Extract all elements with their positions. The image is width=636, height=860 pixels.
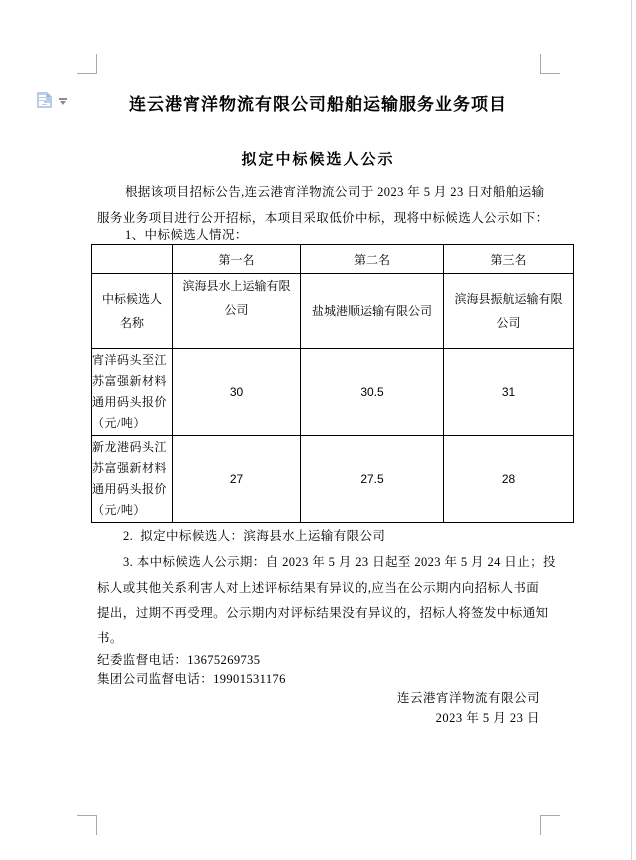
intro-line-2: 服务业务项目进行公开招标，本项目采取低价中标，现将中标候选人公示如下：: [97, 211, 549, 225]
discipline-phone: 纪委监督电话：13675269735: [97, 653, 261, 667]
price-cell: 27: [173, 436, 301, 523]
candidate-3-name: 滨海县振航运输有限 公司: [444, 274, 574, 349]
table-row-price-xinlonggang: [92, 436, 574, 523]
list-item-1: 1、中标候选人情况：: [125, 228, 248, 242]
group-phone: 集团公司监督电话：19901531176: [97, 672, 286, 686]
margin-crop-mark-top-right: [540, 54, 560, 74]
notice-line-1: 3. 本中标候选人公示期：自 2023 年 5 月 23 日起至 2023 年 5 月 24 日止；投: [123, 555, 556, 569]
table-row-price-xiaoyang: [92, 349, 574, 436]
signature-date: 2023 年 5 月 23 日: [435, 711, 540, 725]
document-title: 连云港宵洋物流有限公司船舶运输服务业务项目: [129, 95, 507, 114]
row-label-candidate-name: 中标候选人 名称: [92, 274, 173, 349]
margin-crop-mark-bottom-right: [540, 815, 560, 835]
price-cell: 28: [444, 436, 574, 523]
header-cell-first: 第一名: [173, 245, 301, 274]
table-header-row: [92, 245, 574, 274]
row-label-xiaoyang-price: 宵洋码头至江 苏富强新材料 通用码头报价 （元/吨）: [92, 349, 173, 436]
price-cell: 30.5: [301, 349, 444, 436]
header-cell-second: 第二名: [301, 245, 444, 274]
page-right-edge: [631, 0, 632, 860]
margin-crop-mark-bottom-left: [77, 815, 97, 835]
candidates-table: [91, 244, 574, 523]
header-cell-third: 第三名: [444, 245, 574, 274]
notice-line-4: 书。: [97, 631, 123, 645]
table-row-candidate-names: [92, 274, 574, 349]
price-cell: 27.5: [301, 436, 444, 523]
candidate-2-name: 盐城港顺运输有限公司: [301, 274, 444, 349]
row-label-xinlonggang-price: 新龙港码头江 苏富强新材料 通用码头报价 （元/吨）: [92, 436, 173, 523]
price-cell: 31: [444, 349, 574, 436]
header-cell-blank: [92, 245, 173, 274]
list-item-2: 2. 拟定中标候选人：滨海县水上运输有限公司: [123, 529, 386, 543]
notice-line-2: 标人或其他关系利害人对上述评标结果有异议的,应当在公示期内向招标人书面: [97, 581, 540, 595]
notice-line-3: 提出，过期不再受理。公示期内对评标结果没有异议的，招标人将签发中标通知: [97, 606, 549, 620]
candidate-1-name: 滨海县水上运输有限 公司: [173, 274, 301, 349]
intro-line-1: 根据该项目招标公告,连云港宵洋物流公司于 2023 年 5 月 23 日对船舶运输: [125, 185, 545, 199]
margin-crop-mark-top-left: [77, 54, 97, 74]
price-cell: 30: [173, 349, 301, 436]
signature-company: 连云港宵洋物流有限公司: [396, 691, 540, 705]
document-subtitle: 拟定中标候选人公示: [241, 152, 395, 168]
